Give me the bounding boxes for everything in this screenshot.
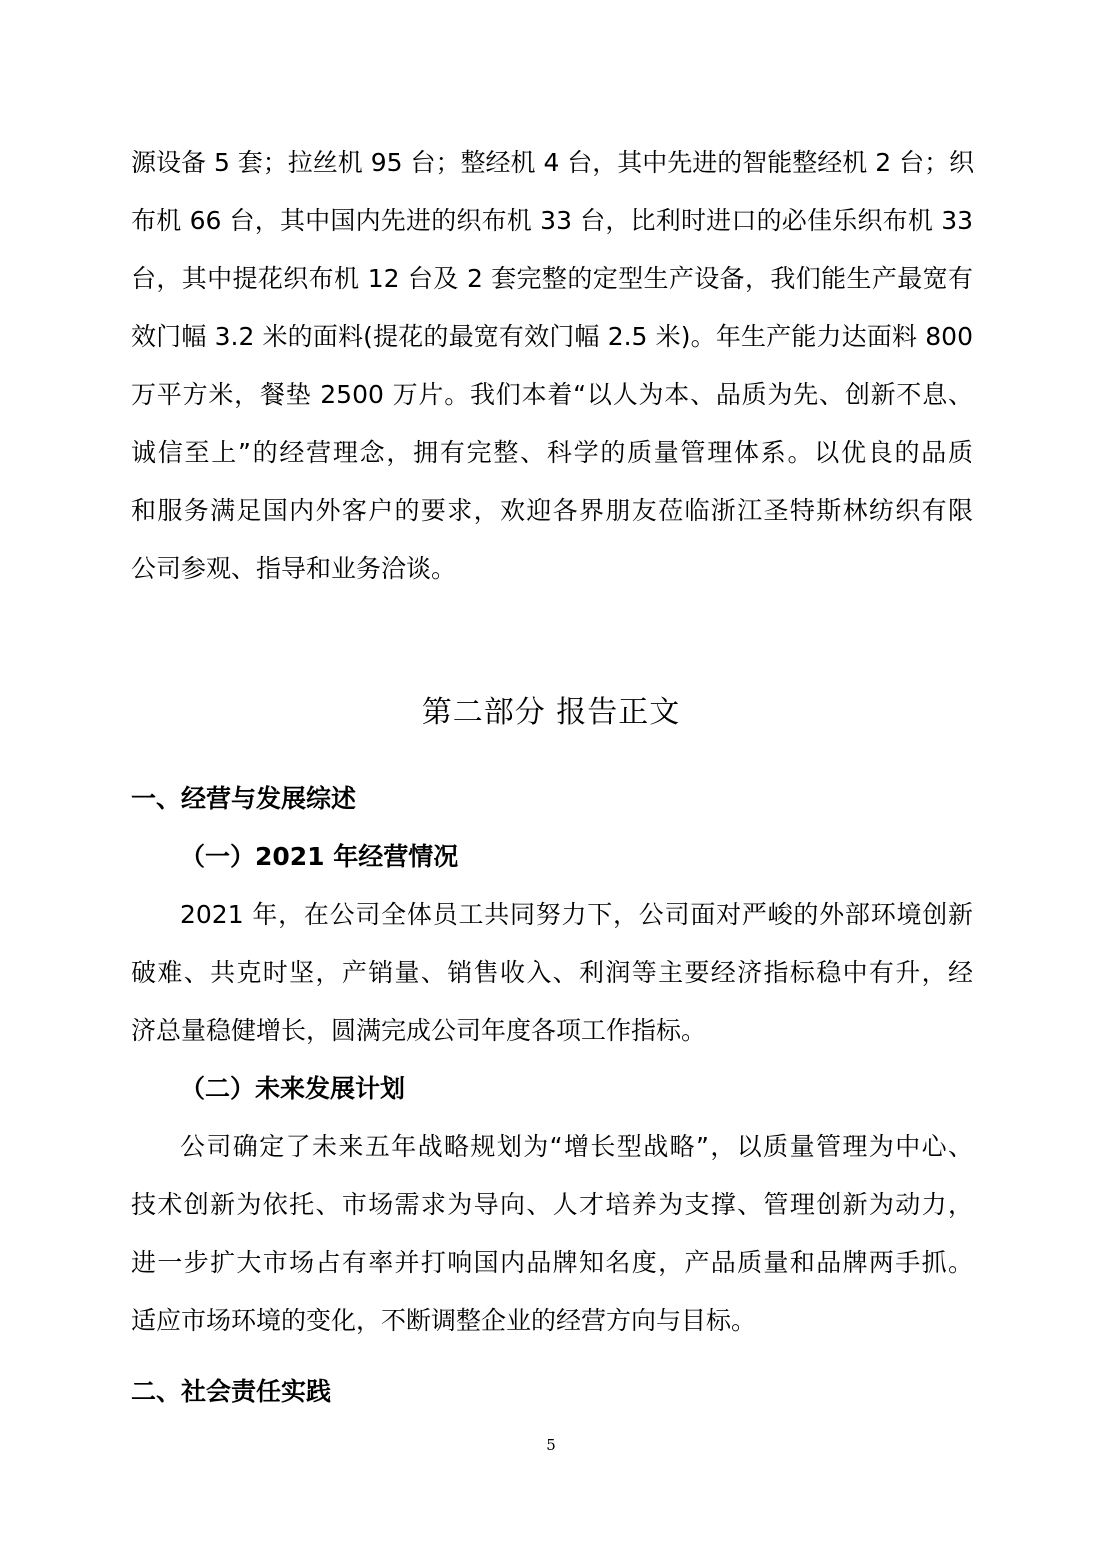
sub-heading: （二）未来发展计划: [180, 1074, 406, 1103]
section-heading: 一、经营与发展综述: [131, 784, 357, 813]
sub-heading: （一）2021 年经营情况: [180, 842, 459, 871]
paragraph-line: 诚信至上”的经营理念，拥有完整、科学的质量管理体系。以优良的品质: [131, 438, 973, 467]
paragraph-line: 公司确定了未来五年战略规划为“增长型战略”，以质量管理为中心、: [180, 1132, 973, 1161]
paragraph-line: 台，其中提花织布机 12 台及 2 套完整的定型生产设备，我们能生产最宽有: [131, 264, 973, 293]
page-number: 5: [546, 1436, 556, 1454]
paragraph-line: 和服务满足国内外客户的要求，欢迎各界朋友莅临浙江圣特斯林纺织有限: [131, 496, 973, 525]
paragraph-line: 2021 年，在公司全体员工共同努力下，公司面对严峻的外部环境创新: [180, 900, 973, 929]
paragraph-line: 技术创新为依托、市场需求为导向、人才培养为支撑、管理创新为动力，: [131, 1190, 973, 1219]
paragraph-line: 公司参观、指导和业务洽谈。: [131, 554, 457, 583]
section-heading: 二、社会责任实践: [131, 1377, 332, 1406]
paragraph-line: 万平方米，餐垫 2500 万片。我们本着“以人为本、品质为先、创新不息、: [131, 380, 973, 409]
paragraph-line: 效门幅 3.2 米的面料(提花的最宽有效门幅 2.5 米)。年生产能力达面料 800: [131, 322, 973, 351]
paragraph-line: 适应市场环境的变化，不断调整企业的经营方向与目标。: [131, 1306, 757, 1335]
paragraph-line: 源设备 5 套；拉丝机 95 台；整经机 4 台，其中先进的智能整经机 2 台；织: [131, 148, 975, 177]
paragraph-line: 进一步扩大市场占有率并打响国内品牌知名度，产品质量和品牌两手抓。: [131, 1248, 973, 1277]
paragraph-line: 布机 66 台，其中国内先进的织布机 33 台，比利时进口的必佳乐织布机 33: [131, 206, 973, 235]
part-title: 第二部分 报告正文: [421, 695, 681, 730]
paragraph-line: 济总量稳健增长，圆满完成公司年度各项工作指标。: [131, 1016, 707, 1045]
paragraph-line: 破难、共克时坚，产销量、销售收入、利润等主要经济指标稳中有升，经: [131, 958, 973, 987]
